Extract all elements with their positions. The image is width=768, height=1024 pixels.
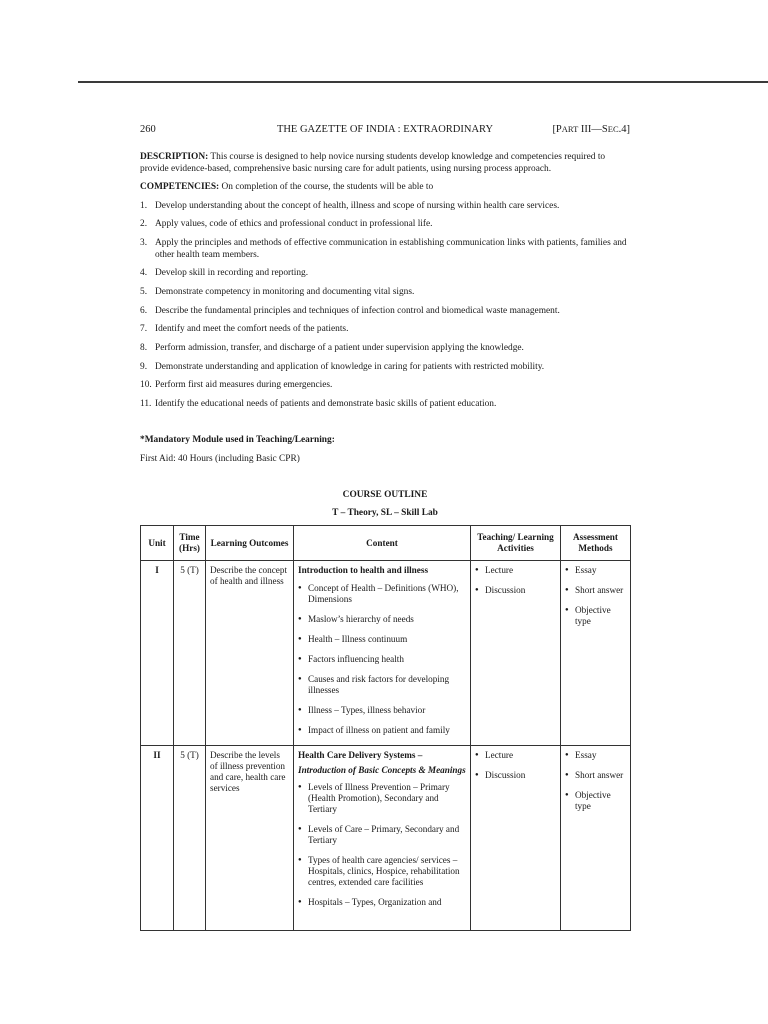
mandatory-heading: *Mandatory Module used in Teaching/Learning: [140,435,335,445]
activities-cell [471,561,561,746]
col-header: Assessment Methods [561,526,631,561]
col-header: Time (Hrs) [174,526,206,561]
col-header: Teaching/ Learning Activities [471,526,561,561]
page-number: 260 [140,124,156,135]
content-item: ● Hospitals – Types, Organization and [298,897,466,908]
content-item: ● Concept of Health – Definitions (WHO), Dimensions [298,583,466,605]
assessment-item: ● Short answer [565,770,626,781]
assessment-cell [561,561,631,746]
description-label: DESCRIPTION: [140,152,209,162]
content-item: ● Levels of Care – Primary, Secondary and Tertiary [298,824,466,846]
content-item: ● Illness – Types, illness behavior [298,705,466,716]
assessment-item: ● Objective type [565,605,626,627]
activity-item: ● Lecture [475,565,556,576]
assessment-cell [561,746,631,931]
competencies-text: On completion of the course, the students will be able to [219,182,434,192]
page-header [140,124,630,138]
top-rule [78,81,768,83]
content-item: ● Maslow’s hierarchy of needs [298,614,466,625]
activities-cell [471,746,561,931]
outcome-cell: Describe the concept of health and illness [206,561,294,746]
content-heading: Health Care Delivery Systems – [298,750,423,760]
competencies-intro [140,181,630,193]
outcome-cell: Describe the levels of illness prevention and care, health care services [206,746,294,931]
assessment-item: ● Objective type [565,790,626,812]
assessment-item: ● Essay [565,750,626,761]
content-item: ● Health – Illness continuum [298,634,466,645]
activity-item: ● Discussion [475,585,556,596]
content-item: ● Causes and risk factors for developing illnesses [298,674,466,696]
content-cell [294,561,471,746]
col-header: Unit [141,526,174,561]
activity-item: ● Lecture [475,750,556,761]
content-item: ● Levels of Illness Prevention – Primary (Health Promotion), Secondary and Tertiary [298,782,466,815]
competencies-label: COMPETENCIES: [140,182,220,192]
table-row [141,746,631,931]
assessment-item: ● Essay [565,565,626,576]
gazette-title: THE GAZETTE OF INDIA : EXTRAORDINARY [276,124,494,135]
unit-cell: II [141,746,174,931]
assessment-item: ● Short answer [565,585,626,596]
content-item: ● Types of health care agencies/ services – Hospitals, clinics, Hospice, rehabilitation centres, extended care facilities [298,855,466,888]
outline-title: COURSE OUTLINE [342,490,428,500]
content-item: ● Impact of illness on patient and family [298,725,466,736]
course-outline-table [140,525,631,931]
table-header-row [141,526,631,561]
content-subheading: Introduction of Basic Concepts & Meanings [298,765,466,775]
col-header: Learning Outcomes [206,526,294,561]
part-section: [PART III—SEC.4] [552,124,630,135]
time-cell: 5 (T) [174,561,206,746]
time-cell: 5 (T) [174,746,206,931]
table-row [141,561,631,746]
content-item: ● Factors influencing health [298,654,466,665]
mandatory-text: First Aid: 40 Hours (including Basic CPR) [140,454,300,464]
content-cell [294,746,471,931]
outline-subtitle: T – Theory, SL – Skill Lab [332,508,438,518]
col-header: Content [294,526,471,561]
unit-cell: I [141,561,174,746]
activity-item: ● Discussion [475,770,556,781]
content-heading: Introduction to health and illness [298,565,429,575]
description-paragraph [140,151,630,175]
description-text: This course is designed to help novice nursing students develop knowledge and competencies required to provide evidence-based, comprehensive basic nursing care for adult patients, using nursing process approach. [140,152,606,174]
